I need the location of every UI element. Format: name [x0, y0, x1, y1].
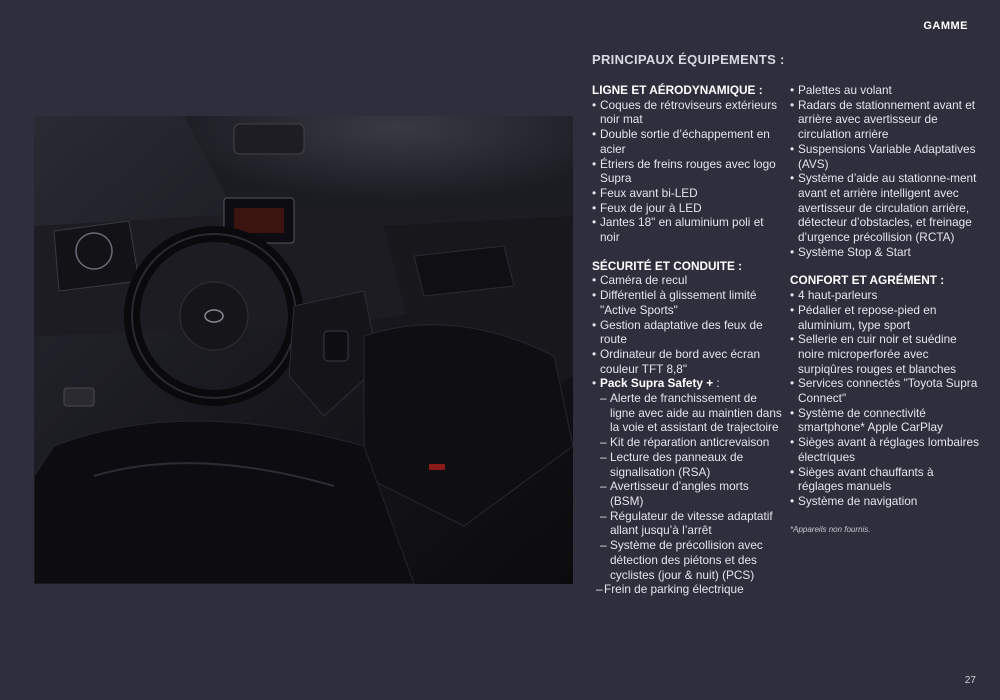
list-item: • Pédalier et repose-pied en aluminium, type sport: [790, 303, 980, 332]
car-interior-photo: [34, 116, 573, 584]
list-item: • Ordinateur de bord avec écran couleur TFT 8,8": [592, 347, 782, 376]
list-item: • Services connectés "Toyota Supra Connect": [790, 376, 980, 405]
list-item: • Différentiel à glissement limité "Active Sports": [592, 288, 782, 317]
steering-hub: [180, 282, 248, 350]
list-item: • Système de navigation: [790, 494, 980, 509]
car-interior-illustration: [34, 116, 573, 584]
list-item: • Caméra de recul: [592, 273, 782, 288]
pack-item: [592, 376, 782, 391]
ligne-list: [592, 98, 782, 245]
list-item: • 4 haut-parleurs: [790, 288, 980, 303]
list-item: – Frein de parking électrique: [592, 582, 782, 597]
pedal: [64, 388, 94, 406]
instrument-cluster: [54, 221, 139, 291]
list-item: • Étriers de freins rouges avec logo Supra: [592, 157, 782, 186]
red-seat-tab: [429, 464, 445, 470]
list-item: • Double sortie d’échappement en acier: [592, 127, 782, 156]
list-item: • Sièges avant chauffants à réglages manuels: [790, 465, 980, 494]
list-item: • Sièges avant à réglages lombaires électriques: [790, 435, 980, 464]
list-item: • Suspensions Variable Adaptatives (AVS): [790, 142, 980, 171]
securite-list-continued: [790, 83, 980, 259]
list-item: • Sellerie en cuir noir et suédine noire microperforée avec surpiqûres rouges et blanches: [790, 332, 980, 376]
list-item: • Système Stop & Start: [790, 245, 980, 260]
section-tag: GAMME: [923, 20, 968, 32]
pack-sub-item: – Système de précollision avec détection des piétons et des cyclistes (jour & nuit) (PCS): [592, 538, 782, 582]
securite-list: [592, 273, 782, 596]
equipment-column-1: [592, 83, 782, 597]
gear-selector: [324, 331, 348, 361]
list-item: • Coques de rétroviseurs extérieurs noir mat: [592, 98, 782, 127]
pack-sub-item: – Avertisseur d’angles morts (BSM): [592, 479, 782, 508]
pack-label: Pack Supra Safety +: [600, 376, 714, 391]
section-title-ligne: LIGNE ET AÉRODYNAMIQUE :: [592, 83, 763, 97]
list-item: • Radars de stationnement avant et arrière avec avertisseur de circulation arrière: [790, 98, 980, 142]
list-item: • Gestion adaptative des feux de route: [592, 318, 782, 347]
section-title-securite: SÉCURITÉ ET CONDUITE :: [592, 258, 743, 273]
list-item: • Système de connectivité smartphone* Apple CarPlay: [790, 406, 980, 435]
list-item: • Palettes au volant: [790, 83, 980, 98]
section-title-confort: CONFORT ET AGRÉMENT :: [790, 273, 945, 288]
page-number: 27: [964, 675, 976, 686]
driver-seat: [34, 421, 414, 584]
page-heading: PRINCIPAUX ÉQUIPEMENTS :: [592, 52, 785, 67]
confort-list: [790, 288, 980, 509]
pack-sub-item: – Lecture des panneaux de signalisation (RSA): [592, 450, 782, 479]
pack-suffix: :: [713, 376, 720, 391]
list-item: • Feux avant bi-LED: [592, 186, 782, 201]
pack-sub-item: – Régulateur de vitesse adaptatif allant jusqu’à l’arrêt: [592, 509, 782, 538]
list-item: • Système d’aide au stationne-ment avant et arrière intelligent avec avertisseur de circulation arrière, détecteur d’obstacles, et freinage d’urgence précollision (RCTA): [790, 171, 980, 245]
pack-sub-item: – Alerte de franchissement de ligne avec aide au maintien dans la voie et assistant de trajectoire: [592, 391, 782, 435]
list-item: • Jantes 18" en aluminium poli et noir: [592, 215, 782, 244]
list-item: • Feux de jour à LED: [592, 201, 782, 216]
screen-display: [234, 208, 284, 233]
footnote: *Appareils non fournis.: [790, 524, 871, 534]
rear-mirror: [234, 124, 304, 154]
equipment-column-2: [790, 83, 980, 537]
pack-sub-item: – Kit de réparation anticrevaison: [592, 435, 782, 450]
